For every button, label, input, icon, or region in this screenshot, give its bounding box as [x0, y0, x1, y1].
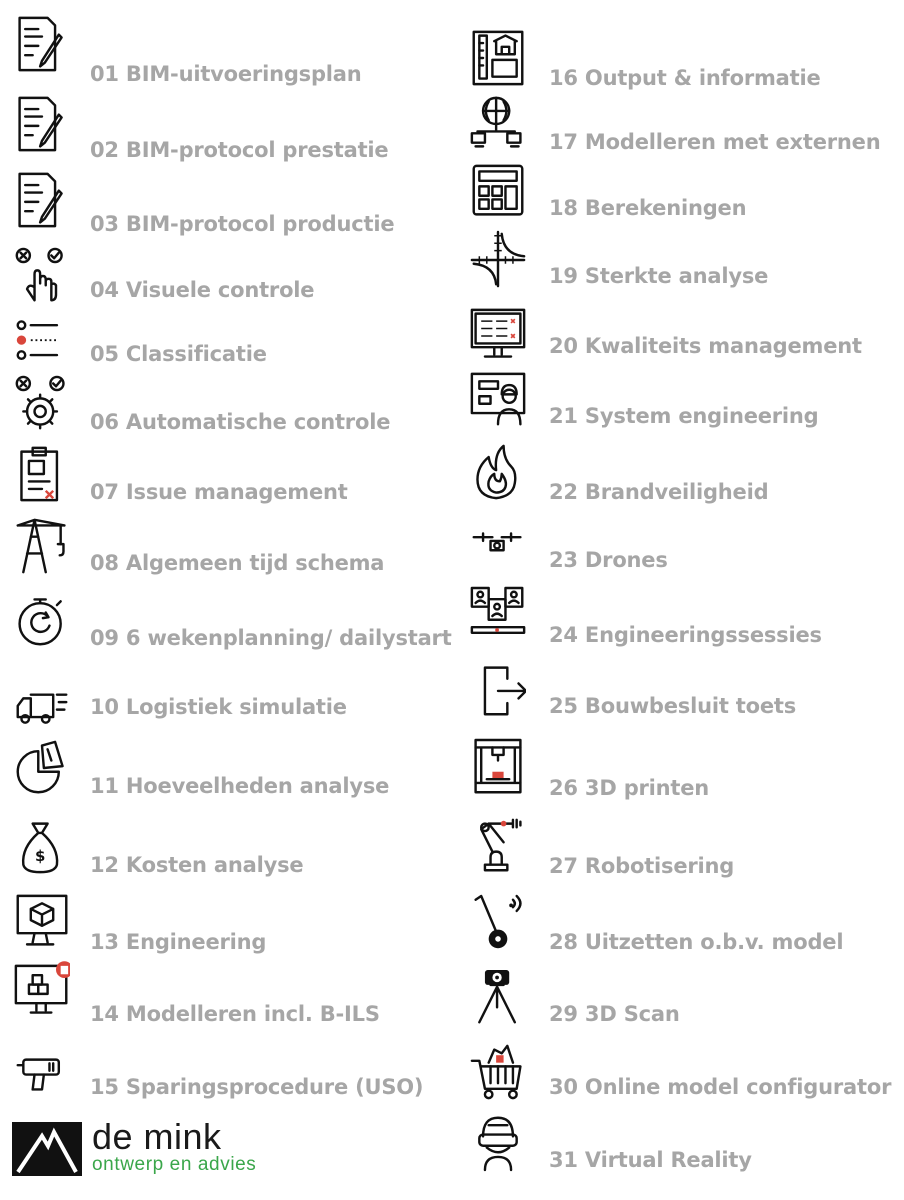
service-label: 23 Drones [549, 548, 668, 572]
service-label: 09 6 wekenplanning/ dailystart [90, 626, 452, 650]
document-pen-icon [14, 12, 70, 76]
service-label: 16 Output & informatie [549, 66, 821, 90]
money-bag-icon [14, 814, 70, 878]
clipboard-icon [14, 442, 70, 506]
graph-axes-icon [470, 228, 526, 292]
service-label: 17 Modelleren met externen [549, 130, 881, 154]
hand-check-icon [14, 244, 70, 308]
logo-tagline: ontwerp en advies [92, 1154, 257, 1175]
service-label: 30 Online model configurator [549, 1075, 892, 1099]
company-logo [12, 1116, 312, 1180]
service-label: 14 Modelleren incl. B-ILS [90, 1002, 380, 1026]
logo-name: de mink [92, 1116, 222, 1157]
service-label: 02 BIM-protocol prestatie [90, 138, 389, 162]
pie-chart-icon [14, 736, 70, 800]
service-label: 03 BIM-protocol productie [90, 212, 395, 236]
engineer-screen-icon [470, 368, 526, 432]
monitor-blocks-icon [14, 960, 70, 1024]
shopping-cart-icon [470, 1040, 526, 1104]
globe-network-icon [470, 92, 526, 156]
document-pen-icon [14, 92, 70, 156]
service-label: 21 System engineering [549, 404, 819, 428]
stopwatch-icon [14, 588, 70, 652]
list-options-icon [14, 310, 70, 374]
service-label: 07 Issue management [90, 480, 348, 504]
service-label: 24 Engineeringssessies [549, 623, 822, 647]
service-label: 05 Classificatie [90, 342, 267, 366]
truck-icon [14, 672, 70, 736]
service-label: 19 Sterkte analyse [549, 264, 769, 288]
service-label: 22 Brandveiligheid [549, 480, 769, 504]
meeting-icon [470, 584, 526, 648]
service-label: 28 Uitzetten o.b.v. model [549, 930, 844, 954]
service-label: 13 Engineering [90, 930, 267, 954]
drill-icon [14, 1050, 70, 1114]
monitor-cube-icon [14, 890, 70, 954]
service-label: 12 Kosten analyse [90, 853, 304, 877]
service-label: 18 Berekeningen [549, 196, 747, 220]
blueprint-house-icon [470, 26, 526, 90]
robot-arm-icon [470, 814, 526, 878]
service-label: 29 3D Scan [549, 1002, 680, 1026]
svg-text:$: $ [34, 846, 46, 865]
service-label: 25 Bouwbesluit toets [549, 694, 797, 718]
service-label: 15 Sparingsprocedure (USO) [90, 1075, 424, 1099]
flame-icon [470, 440, 526, 504]
service-label: 04 Visuele controle [90, 278, 315, 302]
monitor-checklist-icon [470, 304, 526, 368]
vr-headset-icon [470, 1110, 526, 1174]
gear-check-icon [14, 372, 70, 436]
mountain-logo-icon [12, 1122, 82, 1176]
exit-door-icon [470, 658, 526, 722]
drone-icon [470, 522, 526, 586]
service-label: 06 Automatische controle [90, 410, 391, 434]
tripod-scanner-icon [470, 966, 526, 1030]
printer-3d-icon [470, 736, 526, 800]
service-label: 26 3D printen [549, 776, 710, 800]
surveyor-wheel-icon [470, 892, 526, 956]
document-pen-icon [14, 168, 70, 232]
service-label: 11 Hoeveelheden analyse [90, 774, 390, 798]
service-label: 10 Logistiek simulatie [90, 695, 347, 719]
crane-icon [14, 514, 70, 578]
service-label: 01 BIM-uitvoeringsplan [90, 62, 362, 86]
service-label: 31 Virtual Reality [549, 1148, 752, 1172]
service-label: 08 Algemeen tijd schema [90, 551, 385, 575]
service-label: 20 Kwaliteits management [549, 334, 862, 358]
calculator-icon [470, 160, 526, 224]
service-label: 27 Robotisering [549, 854, 735, 878]
